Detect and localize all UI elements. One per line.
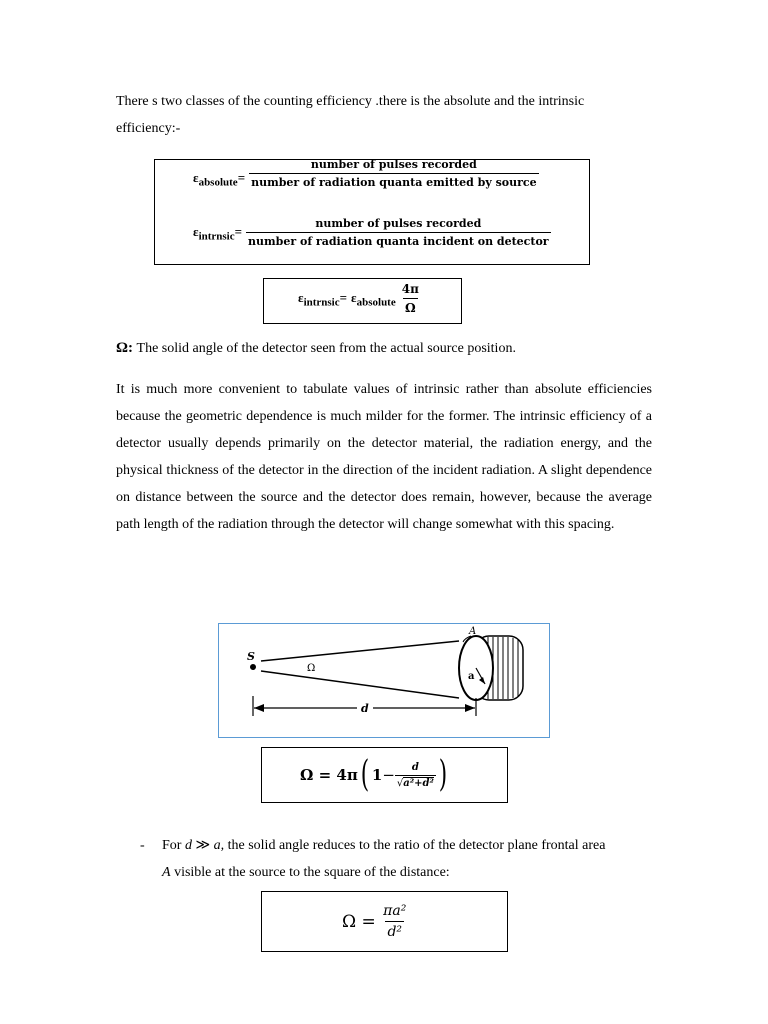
relation-fraction — [400, 282, 421, 315]
solid-angle-diagram — [219, 624, 549, 737]
absolute-numerator: number of pulses recorded — [310, 158, 477, 171]
relation-rhs: $\varepsilon_{absolute}$ — [351, 290, 396, 309]
radius-label: a — [468, 671, 475, 682]
relation-numerator: 4π — [401, 282, 419, 296]
approx-fraction — [381, 903, 408, 940]
efficiency-definitions-box — [154, 159, 590, 265]
solid-angle-figure — [218, 623, 550, 738]
approx-solid-angle-equation — [342, 892, 408, 951]
omega-definition-label: Ω: — [116, 340, 134, 356]
relation-denominator: Ω — [403, 298, 418, 315]
solid-angle-denominator: a²+d² — [403, 777, 434, 789]
bullet-line-2: A visible at the source to the square of the distance: — [162, 865, 450, 880]
solid-angle-fraction — [395, 762, 436, 789]
bullet-line-1: For d ≫ a, the solid angle reduces to the ratio of the detector plane frontal area — [162, 838, 606, 853]
intrinsic-efficiency-fraction — [246, 217, 551, 248]
absolute-efficiency-equation — [193, 158, 539, 189]
approx-numerator: πa² — [383, 903, 407, 919]
intro-line-1: There s two classes of the counting efficiency .there is the absolute and the intrinsic — [116, 94, 585, 109]
left-paren: ( — [360, 754, 370, 795]
approximation-bullet — [140, 832, 660, 886]
solid-angle-equation — [300, 751, 450, 799]
intrinsic-efficiency-equation — [193, 217, 551, 248]
solid-angle-coefficient: 4π — [336, 766, 358, 784]
omega-definition — [116, 335, 652, 362]
distance-label: d — [361, 702, 369, 715]
intrinsic-efficiency-paragraph: It is much more convenient to tabulate values of intrinsic rather than absolute efficiencies because the geometric dependence is much milder for the former. The intrinsic efficiency of a detector usually depends primarily on the detector material, the radiation energy, and the physical thickness of the detector in the direction of the incident radiation. A slight dependence on distance between the source and the detector does remain, however, because the average path length of the radiation through the detector will change somewhat with this spacing. — [116, 382, 652, 532]
solid-angle-lhs: Ω — [300, 766, 314, 784]
distance-arrow-left — [254, 704, 264, 712]
distance-arrow-right — [465, 704, 475, 712]
approx-solid-angle-box — [261, 891, 508, 952]
source-label: S — [247, 650, 255, 663]
intrinsic-efficiency-label: $\varepsilon_{intrnsic}=$ — [193, 224, 243, 243]
efficiency-relation-box — [263, 278, 462, 324]
intrinsic-denominator: number of radiation quanta incident on detector — [246, 232, 551, 248]
intro-text — [116, 88, 652, 142]
right-paren: ) — [438, 754, 448, 795]
source-point — [250, 664, 256, 670]
solid-angle-equation-box — [261, 747, 508, 803]
approx-denominator: d² — [385, 921, 404, 940]
relation-lhs: $\varepsilon_{intrnsic}=$ — [298, 290, 348, 309]
bullet-text — [162, 832, 660, 886]
upper-cone-line — [261, 641, 459, 661]
solid-angle-minus: − — [382, 766, 395, 784]
lower-cone-line — [261, 671, 459, 698]
solid-angle-one: 1 — [371, 766, 383, 784]
bullet-dash: - — [140, 838, 145, 853]
sqrt-sign: √ — [396, 777, 404, 789]
absolute-efficiency-label: $\varepsilon_{absolute}=$ — [193, 170, 246, 189]
intrinsic-numerator: number of pulses recorded — [315, 217, 482, 230]
intro-line-2: efficiency:- — [116, 121, 181, 136]
absolute-efficiency-fraction — [249, 158, 538, 189]
solid-angle-denominator-wrap — [395, 775, 436, 789]
solid-angle-numerator: d — [411, 761, 419, 773]
efficiency-relation-equation — [298, 282, 421, 315]
omega-definition-text: The solid angle of the detector seen from the actual source position. — [133, 341, 516, 356]
approx-equals: = — [361, 911, 376, 932]
approx-lhs: Ω — [342, 911, 357, 932]
absolute-denominator: number of radiation quanta emitted by source — [249, 173, 538, 189]
solid-angle-equals: = — [318, 766, 332, 784]
area-label: A — [469, 626, 477, 637]
solid-angle-label: Ω — [307, 663, 316, 674]
